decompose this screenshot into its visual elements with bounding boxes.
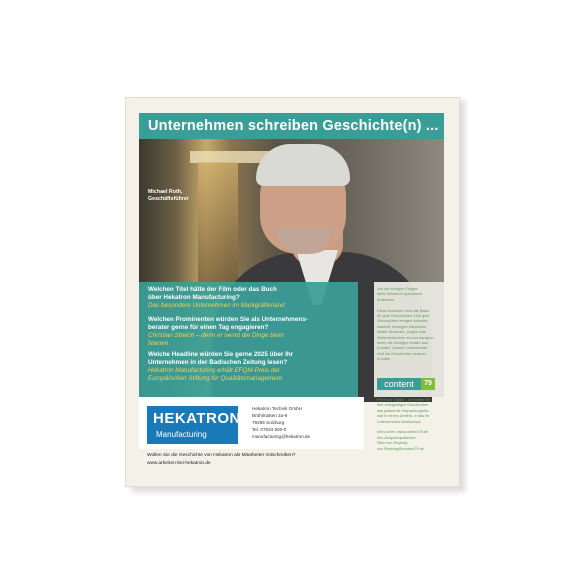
question-2-line-1: Welchen Prominenten würden Sie als Unternehmens- bbox=[148, 316, 308, 323]
photo-caption bbox=[148, 189, 189, 203]
address-line: 79295 Sulzburg bbox=[252, 420, 285, 425]
side-line: Unternehmen hineinpasst. bbox=[377, 419, 422, 424]
question-1 bbox=[148, 286, 277, 301]
side-line: Kunden. bbox=[377, 357, 392, 362]
question-3-line-2: Unternehmen in der Badischen Zeitung lesen? bbox=[148, 358, 288, 366]
answer-3 bbox=[148, 367, 282, 382]
question-2 bbox=[148, 316, 308, 331]
question-2-line-2: berater gerne für einen Tag engagieren? bbox=[148, 323, 269, 331]
content79-number: 79 bbox=[421, 378, 435, 390]
question-3 bbox=[148, 351, 293, 366]
hekatron-logo-sub: Manufacturing bbox=[156, 430, 207, 439]
content79-logo bbox=[377, 378, 435, 390]
career-url: www.arbeiten-bei-hekatron.de bbox=[147, 460, 211, 466]
side-line: Silke von Reybing bbox=[377, 441, 408, 446]
side-line: Antworten. bbox=[377, 297, 396, 302]
address-line: Brühlmatten 3a-9 bbox=[252, 413, 288, 418]
answer-3-line-2: Europäischen Stiftung für Qualitätsmanagement bbox=[148, 374, 283, 382]
caption-role: Geschäftsführer bbox=[148, 196, 189, 202]
address-line: Hekatron Technik GmbH bbox=[252, 406, 302, 411]
side-line: Ihre einzigartigen Geschichten bbox=[377, 403, 429, 408]
side-line: mat in einem Umfeld, in das Ihr bbox=[377, 414, 430, 419]
side-line: Infos unter: www.content79.de bbox=[377, 430, 429, 435]
side-line: sind die Geschichten unserer bbox=[377, 351, 427, 356]
side-text-bottom bbox=[377, 398, 430, 452]
side-line: Weiterentdecken es und transpor- bbox=[377, 335, 435, 340]
question-3-line-1: Welche Headline würden Sie gerne 2025 über Ihr bbox=[148, 351, 294, 358]
headline-bar bbox=[139, 113, 444, 139]
answer-2 bbox=[148, 332, 284, 347]
side-line: das passende Verpackungsfor- bbox=[377, 408, 430, 413]
side-line: Kunden, Unsere Leidenschaft bbox=[377, 346, 428, 351]
answer-1-line-1: Das besondere Unternehmen im Markgräflerland bbox=[148, 302, 285, 309]
side-line: Print und Digital – wir finden für bbox=[377, 398, 430, 402]
hekatron-logo-name: HEKATRON bbox=[153, 410, 241, 427]
side-line: Geschichten erregen Aufmerk- bbox=[377, 319, 429, 324]
side-line: von.Reybing@content79.de bbox=[377, 446, 424, 451]
side-line: Nur die richtigen Fragen bbox=[377, 287, 418, 291]
address-line: Tel. 07634 500-0 bbox=[252, 427, 287, 432]
side-text-top bbox=[377, 287, 434, 363]
side-line: Ihre Ansprechpartnerin: bbox=[377, 435, 417, 440]
answer-2-line-1: Christian Streich – denn er nennt die Dinge beim bbox=[148, 332, 284, 339]
side-line: stellt, bekommt spannende bbox=[377, 292, 423, 297]
footer-question: Wollen Sie die Geschichte von Hekatron als Mitarbeiter mitschreiben? bbox=[147, 453, 296, 458]
question-1-line-2: über Hekatron Manufacturing? bbox=[148, 293, 240, 301]
answer-2-line-2: Namen bbox=[148, 339, 169, 347]
question-1-line-1: Welchen Titel hätte der Film oder das Buch bbox=[148, 286, 277, 293]
background-lamp bbox=[198, 162, 238, 282]
side-line: samkeit, bewegen Menschen, bbox=[377, 324, 428, 329]
content79-word: content bbox=[377, 378, 421, 390]
company-email: manufacturing@hekatron.de bbox=[252, 434, 311, 439]
company-address bbox=[252, 405, 310, 440]
footer-text bbox=[147, 452, 295, 468]
side-line: für gute Geschichten. Und gute bbox=[377, 314, 430, 319]
caption-name: Michael Roth, bbox=[148, 189, 183, 195]
hekatron-logo bbox=[147, 406, 241, 444]
answer-1 bbox=[148, 302, 285, 310]
answer-3-line-1: Hekatron Manufacturing erhält EFQM-Preis der bbox=[148, 367, 280, 374]
portrait-hair bbox=[256, 144, 350, 186]
side-line: Diese Antworten sind die Basis bbox=[377, 308, 430, 313]
side-line: tieren die richtigen Inhalte aus bbox=[377, 341, 428, 346]
side-line: bilden Vertrauen, zeigen was bbox=[377, 330, 426, 335]
headline-text: Unternehmen schreiben Geschichte(n) ... bbox=[148, 118, 439, 134]
